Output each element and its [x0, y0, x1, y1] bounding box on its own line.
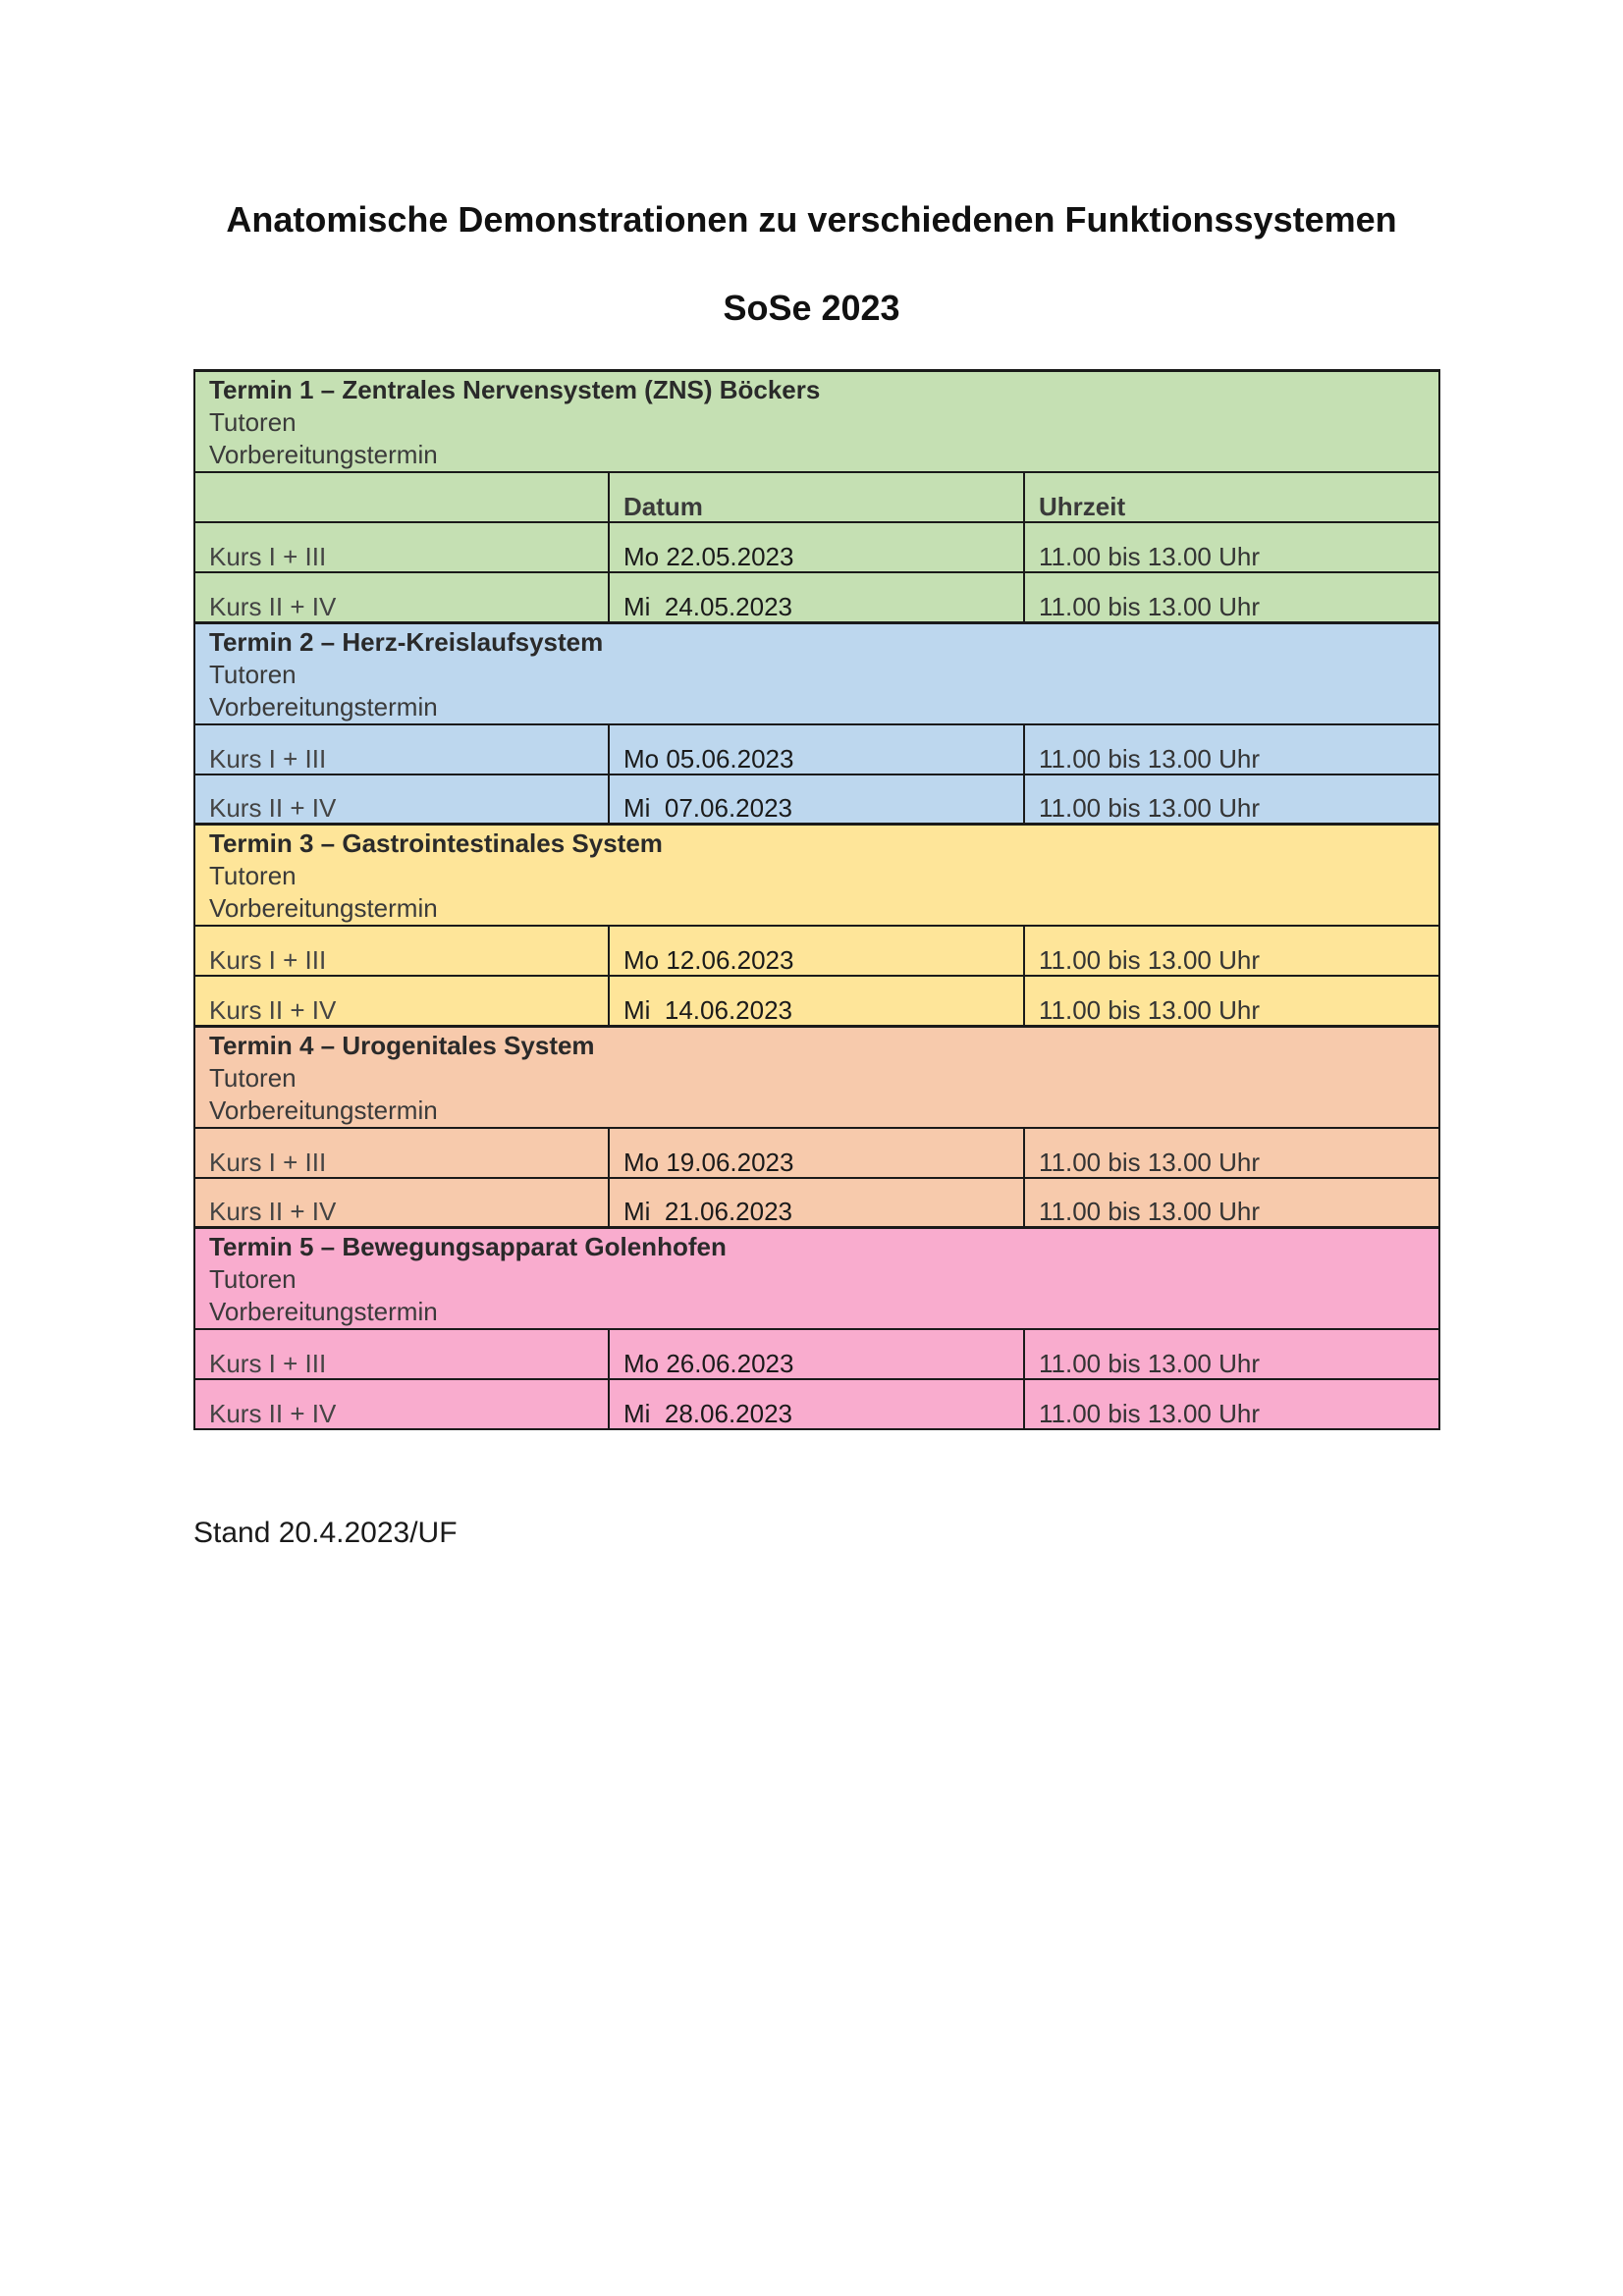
datum-cell: Mo 19.06.2023 [609, 1128, 1024, 1178]
termin-4-header [194, 1026, 1439, 1128]
table-row [194, 1329, 1439, 1379]
uhrzeit-cell: 11.00 bis 13.00 Uhr [1024, 724, 1439, 774]
uhrzeit-cell: 11.00 bis 13.00 Uhr [1024, 1178, 1439, 1228]
table-row [194, 1379, 1439, 1429]
termin-2-tutoren: Tutoren [209, 659, 297, 689]
termin-5-cell [194, 1228, 1439, 1330]
kurs-cell: Kurs I + III [194, 926, 609, 976]
kurs-cell: Kurs II + IV [194, 1178, 609, 1228]
termin-5-vorbereitung: Vorbereitungstermin [209, 1297, 438, 1326]
uhrzeit-cell: 11.00 bis 13.00 Uhr [1024, 976, 1439, 1026]
table-row [194, 774, 1439, 825]
termin-5-title: Termin 5 – Bewegungsapparat Golenhofen [209, 1232, 727, 1261]
termin-3-tutoren: Tutoren [209, 861, 297, 890]
kurs-cell: Kurs II + IV [194, 976, 609, 1026]
datum-cell: Mo 05.06.2023 [609, 724, 1024, 774]
termin-3-vorbereitung: Vorbereitungstermin [209, 893, 438, 923]
datum-cell: Mi 21.06.2023 [609, 1178, 1024, 1228]
kurs-cell: Kurs II + IV [194, 572, 609, 622]
termin-3-cell [194, 825, 1439, 927]
kurs-cell: Kurs I + III [194, 724, 609, 774]
termin-1-cell [194, 371, 1439, 473]
termin-2-header [194, 622, 1439, 724]
column-header-row [194, 472, 1439, 522]
datum-cell: Mo 12.06.2023 [609, 926, 1024, 976]
page-subtitle: SoSe 2023 [723, 288, 900, 328]
datum-cell: Mo 22.05.2023 [609, 522, 1024, 572]
kurs-cell: Kurs I + III [194, 1329, 609, 1379]
uhrzeit-cell: 11.00 bis 13.00 Uhr [1024, 572, 1439, 622]
datum-cell: Mi 24.05.2023 [609, 572, 1024, 622]
termin-3-title: Termin 3 – Gastrointestinales System [209, 828, 663, 858]
termin-4-title: Termin 4 – Urogenitales System [209, 1030, 595, 1060]
table-row [194, 572, 1439, 622]
stand-note: Stand 20.4.2023/UF [193, 1517, 458, 1549]
uhrzeit-cell: 11.00 bis 13.00 Uhr [1024, 1379, 1439, 1429]
table-row [194, 1128, 1439, 1178]
datum-cell: Mi 28.06.2023 [609, 1379, 1024, 1429]
table-row [194, 522, 1439, 572]
termin-4-vorbereitung: Vorbereitungstermin [209, 1095, 438, 1125]
uhrzeit-cell: 11.00 bis 13.00 Uhr [1024, 522, 1439, 572]
termin-3-header [194, 825, 1439, 927]
termin-1-header [194, 371, 1439, 473]
termin-2-vorbereitung: Vorbereitungstermin [209, 691, 438, 721]
kurs-cell: Kurs I + III [194, 522, 609, 572]
schedule-table [193, 369, 1440, 1430]
termin-1-title: Termin 1 – Zentrales Nervensystem (ZNS) Böckers [209, 375, 821, 404]
page-title: Anatomische Demonstrationen zu verschiedenen Funktionssystemen [226, 199, 1397, 240]
uhrzeit-cell: 11.00 bis 13.00 Uhr [1024, 1128, 1439, 1178]
uhrzeit-cell: 11.00 bis 13.00 Uhr [1024, 1329, 1439, 1379]
kurs-cell: Kurs I + III [194, 1128, 609, 1178]
kurs-cell: Kurs II + IV [194, 774, 609, 825]
termin-4-cell [194, 1026, 1439, 1128]
table-row [194, 724, 1439, 774]
datum-cell: Mi 07.06.2023 [609, 774, 1024, 825]
kurs-cell: Kurs II + IV [194, 1379, 609, 1429]
termin-5-tutoren: Tutoren [209, 1264, 297, 1294]
column-header-datum: Datum [609, 472, 1024, 522]
termin-2-title: Termin 2 – Herz-Kreislaufsystem [209, 626, 604, 657]
datum-cell: Mo 26.06.2023 [609, 1329, 1024, 1379]
termin-5-header [194, 1228, 1439, 1330]
termin-2-cell [194, 622, 1439, 724]
uhrzeit-cell: 11.00 bis 13.00 Uhr [1024, 926, 1439, 976]
table-row [194, 976, 1439, 1026]
table-row [194, 926, 1439, 976]
column-header-kurs [194, 472, 609, 522]
datum-cell: Mi 14.06.2023 [609, 976, 1024, 1026]
table-row [194, 1178, 1439, 1228]
uhrzeit-cell: 11.00 bis 13.00 Uhr [1024, 774, 1439, 825]
termin-1-tutoren: Tutoren [209, 407, 297, 437]
termin-4-tutoren: Tutoren [209, 1062, 297, 1093]
termin-1-vorbereitung: Vorbereitungstermin [209, 440, 438, 469]
column-header-uhrzeit: Uhrzeit [1024, 472, 1439, 522]
